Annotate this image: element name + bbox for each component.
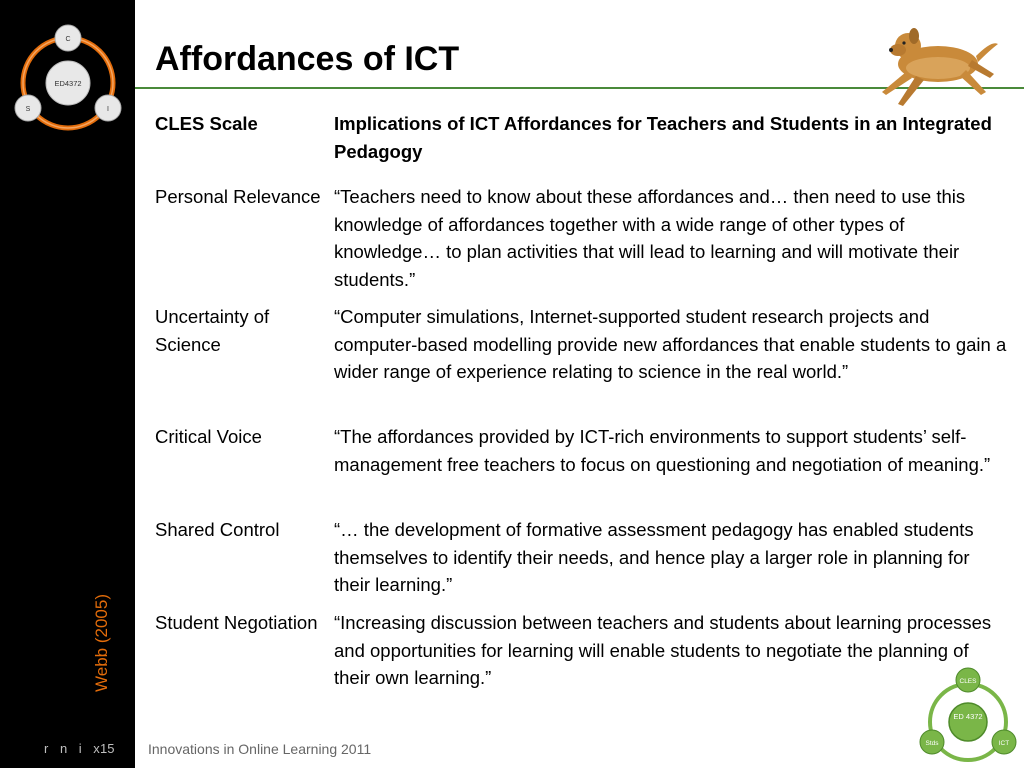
sidebar — [0, 0, 135, 768]
row-scale: Shared Control — [155, 519, 280, 540]
row-scale: Critical Voice — [155, 426, 262, 447]
row-scale: Uncertainty of Science — [155, 306, 270, 355]
logo-node-top: C — [65, 36, 71, 43]
running-dog-image — [868, 22, 1000, 108]
table-row — [155, 303, 1015, 423]
logo-node-right: I — [107, 106, 109, 113]
bottom-logo-node-left: Stds — [925, 740, 939, 747]
course-logo — [0, 0, 135, 140]
table-row — [155, 516, 1015, 609]
row-implication: “Teachers need to know about these affordances and… then need to use this knowledge of affordances together with a wide range of other types of knowledge… to plan activities that will lead to learning and will motivate their students.” — [334, 186, 966, 290]
table-header-row — [155, 110, 1015, 183]
bottom-logo-center: ED 4372 — [953, 712, 983, 721]
logo-node-left: S — [25, 106, 31, 113]
citation: Webb (2005) — [92, 594, 111, 692]
table-row — [155, 423, 1015, 516]
footer-initials: r n i x — [44, 741, 104, 756]
logo-center-label: ED4372 — [54, 79, 82, 88]
affordances-table — [155, 110, 1015, 699]
bottom-logo-node-top: CLES — [959, 678, 977, 685]
header-cles-scale: CLES Scale — [155, 113, 258, 134]
row-implication: “… the development of formative assessment pedagogy has enabled students themselves to identify their needs, and hence play a larger role in planning for their learning.” — [334, 519, 974, 595]
row-scale: Personal Relevance — [155, 186, 321, 207]
row-implication: “Increasing discussion between teachers and students about learning processes and opportunities for learning will enable students to negotiate the planning of their own learning.” — [334, 612, 992, 688]
bottom-course-logo — [912, 662, 1024, 768]
row-implication: “Computer simulations, Internet-supported student research projects and computer-based modelling provide new affordances that enable students to gain a wider range of experience relating to science in the real world.” — [334, 306, 1007, 382]
page-title: Affordances of ICT — [155, 40, 460, 78]
row-implication: “The affordances provided by ICT-rich environments to support students’ self-management free teachers to focus on questioning and negotiation of meaning.” — [334, 426, 991, 475]
footer-title: Innovations in Online Learning 2011 — [148, 741, 372, 757]
row-scale: Student Negotiation — [155, 612, 318, 633]
bottom-logo-node-right: ICT — [998, 740, 1010, 747]
slide-number: 15 — [100, 741, 115, 756]
header-implications: Implications of ICT Affordances for Teachers and Students in an Integrated Pedagogy — [334, 113, 992, 162]
table-row — [155, 609, 1015, 699]
table-row — [155, 183, 1015, 303]
